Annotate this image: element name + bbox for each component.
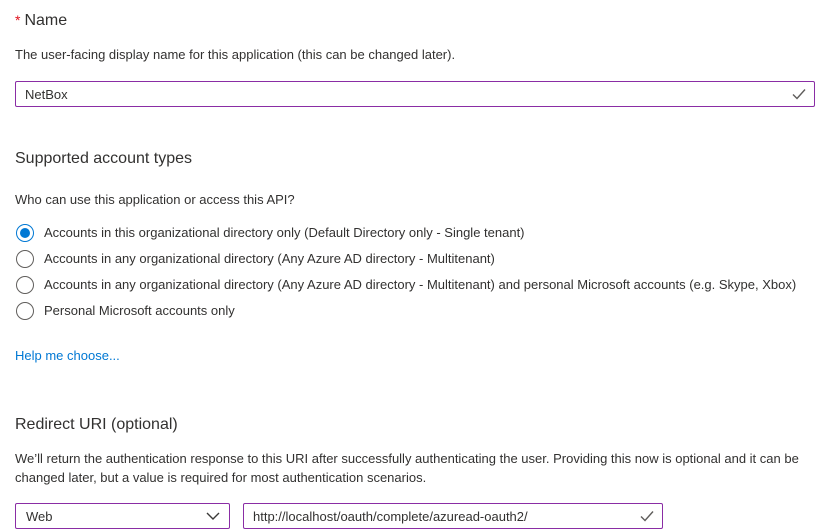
radio-option-personal-only[interactable] xyxy=(15,298,815,324)
required-asterisk: * xyxy=(15,12,21,28)
name-description: The user-facing display name for this application (this can be changed later). xyxy=(15,47,456,62)
redirect-uri-row xyxy=(15,503,815,529)
redirect-uri-section-title: Redirect URI (optional) xyxy=(15,416,178,433)
radio-button-icon[interactable] xyxy=(16,276,34,294)
name-input[interactable] xyxy=(16,82,814,106)
redirect-uri-description: We’ll return the authentication response to this URI after successfully authenticating the user. Providing this now is optional and it can be changed later, but a value is required for most authentication scenarios. xyxy=(15,451,799,485)
redirect-uri-input-wrapper xyxy=(243,503,663,529)
radio-option-label: Accounts in any organizational directory (Any Azure AD directory - Multitenant) and personal Microsoft accounts (e.g. Skype, Xbox) xyxy=(44,277,797,292)
account-types-section-title: Supported account types xyxy=(15,150,193,167)
radio-option-multitenant[interactable] xyxy=(15,246,815,272)
radio-button-icon[interactable] xyxy=(16,302,34,320)
radio-option-label: Accounts in this organizational directory only (Default Directory only - Single tenant) xyxy=(44,225,525,240)
radio-option-single-tenant[interactable] xyxy=(15,220,815,246)
radio-option-label: Accounts in any organizational directory (Any Azure AD directory - Multitenant) xyxy=(44,251,495,266)
chevron-down-icon xyxy=(206,512,220,521)
name-section-title xyxy=(15,10,815,31)
platform-select[interactable] xyxy=(15,503,230,529)
name-input-wrapper xyxy=(15,81,815,107)
radio-option-multitenant-personal[interactable] xyxy=(15,272,815,298)
radio-button-icon[interactable] xyxy=(16,250,34,268)
platform-select-value: Web xyxy=(26,508,53,524)
name-section-title-text: Name xyxy=(24,12,68,29)
radio-button-icon[interactable] xyxy=(16,224,34,242)
redirect-uri-input[interactable] xyxy=(244,504,662,528)
radio-option-label: Personal Microsoft accounts only xyxy=(44,303,235,318)
help-me-choose-link[interactable]: Help me choose... xyxy=(15,348,120,363)
account-types-question: Who can use this application or access this API? xyxy=(15,192,295,207)
